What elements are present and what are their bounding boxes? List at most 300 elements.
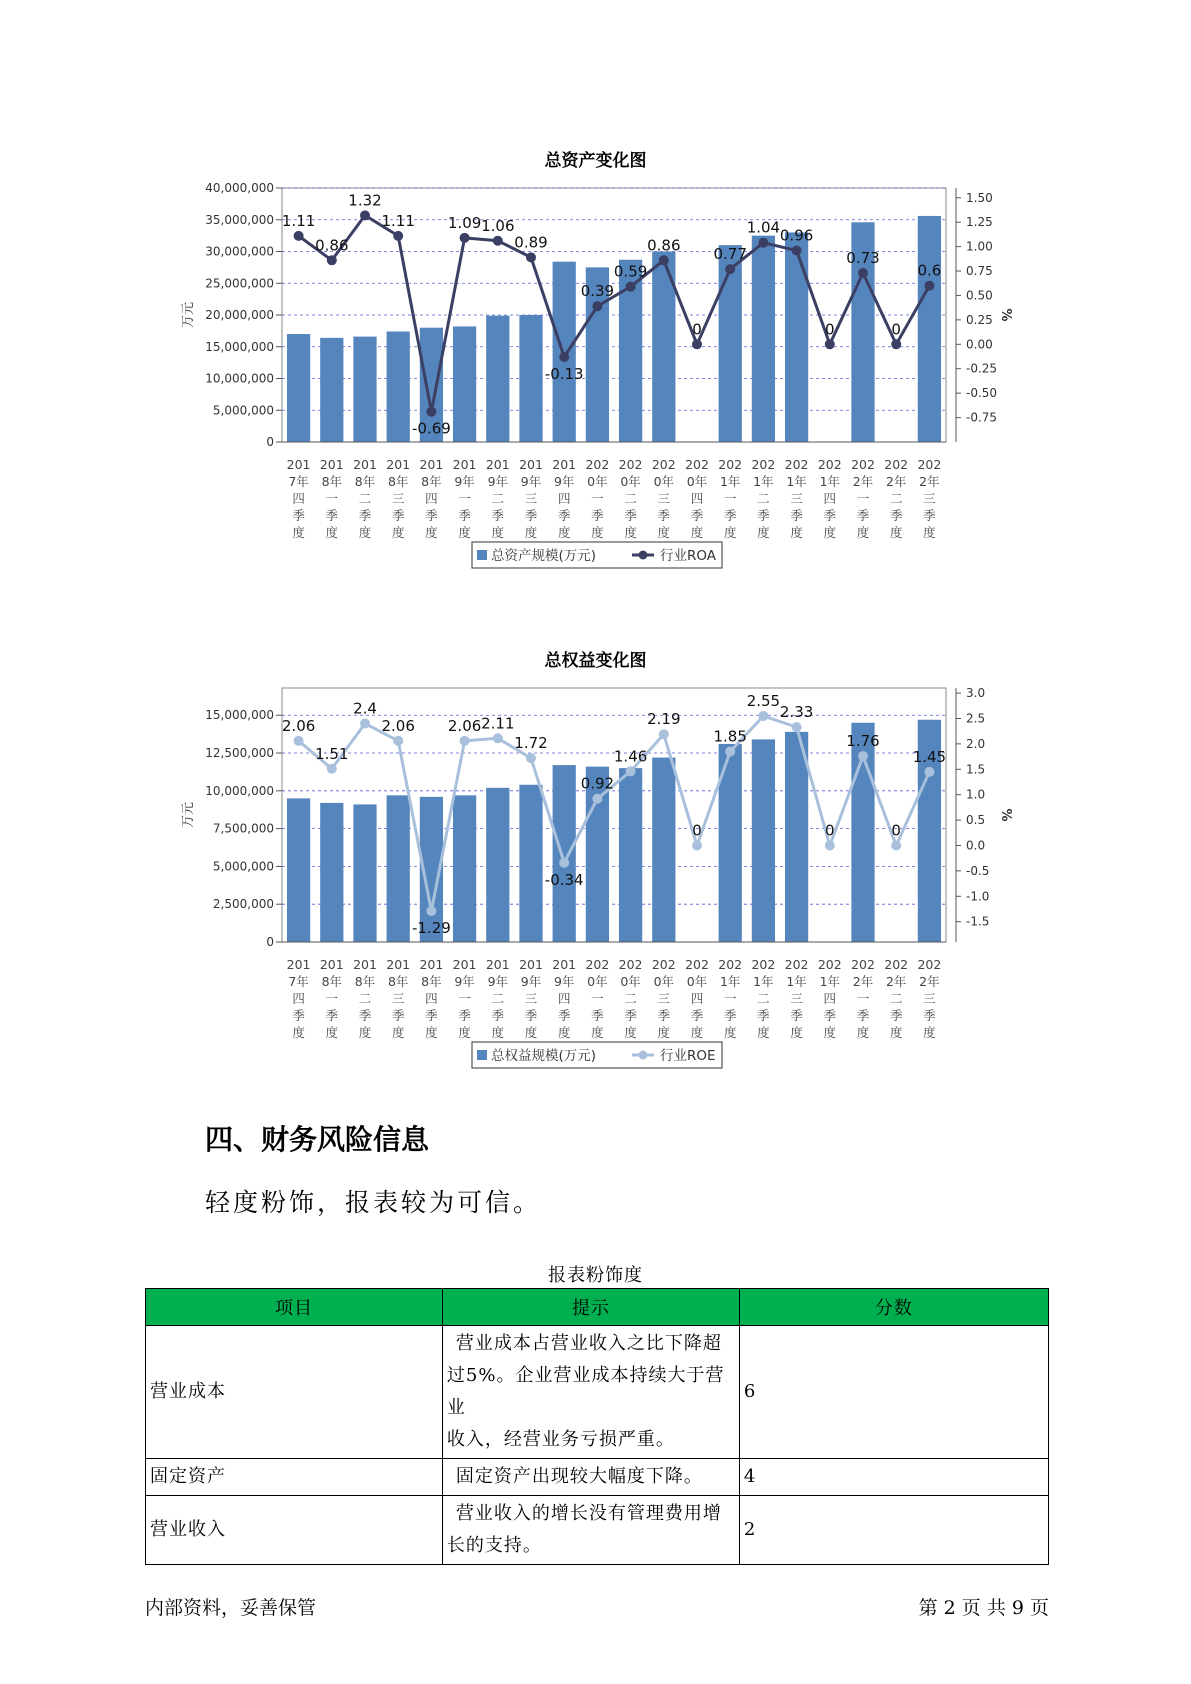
x-tick-label: 一 [723,991,737,1006]
data-label: 1.51 [315,744,349,763]
footer-left: 内部资料，妥善保管 [145,1597,317,1619]
x-tick-label: 1年 [819,974,841,989]
table-cell-item: 营业成本 [146,1326,443,1459]
table-cell-score: 2 [739,1496,1048,1565]
x-tick-label: 202 [618,957,643,972]
data-label: 0 [825,821,835,840]
x-tick-label: 四 [557,491,571,506]
line-point [725,747,735,757]
x-tick-label: 季 [757,1008,770,1023]
data-label: 0 [825,320,835,339]
table-header-hint: 提示 [442,1289,739,1326]
x-tick-label: 0年 [653,974,675,989]
data-label: 0.77 [713,245,747,264]
line-point [592,301,602,311]
bar [752,739,775,942]
x-tick-label: 度 [889,1025,903,1040]
y-tick-label: 20,000,000 [205,308,274,322]
x-tick-label: 201 [286,457,311,472]
bar [353,337,376,442]
x-tick-label: 度 [624,1025,637,1040]
x-tick-label: 201 [519,457,543,472]
x-tick-label: 四 [823,491,837,506]
x-tick-label: 202 [618,457,643,472]
x-tick-label: 201 [552,957,577,972]
table-cell-hint [442,1459,739,1496]
table-cell-score: 4 [739,1459,1048,1496]
data-label: -0.34 [544,870,584,889]
table-cell-hint [442,1326,739,1459]
y2-tick-label: -0.25 [966,361,998,376]
x-tick-label: 202 [917,457,942,472]
y2-tick-label: 1.25 [966,215,993,230]
x-tick-label: 二 [491,991,505,1006]
x-tick-label: 季 [591,1008,604,1023]
data-label: 1.72 [514,734,548,753]
x-tick-label: 202 [784,957,809,972]
x-tick-label: 季 [624,1008,637,1023]
bar [785,232,808,442]
x-tick-label: 1年 [719,974,741,989]
x-tick-label: 四 [425,991,438,1006]
bar [553,262,576,442]
y-tick-label: 35,000,000 [205,212,274,227]
y-tick-label: 12,500,000 [205,746,274,761]
bar [287,334,310,442]
bar [453,326,476,442]
y2-tick-label: 3.0 [966,686,986,701]
line-point [891,339,901,349]
x-tick-label: 度 [690,525,704,540]
line-point [294,736,304,746]
x-tick-label: 1年 [819,474,841,489]
x-tick-label: 度 [325,525,339,540]
x-tick-label: 季 [391,508,405,523]
y-tick-label: 5,000,000 [212,859,274,874]
x-tick-label: 三 [524,491,538,506]
x-tick-label: 0年 [686,974,708,989]
y2-tick-label: 0.00 [966,337,993,352]
data-label: 1.04 [746,218,781,237]
footer-right: 第 2 页 共 9 页 [918,1597,1049,1619]
line-point [924,767,934,777]
x-tick-label: 202 [817,457,842,472]
data-label: 0.92 [580,774,615,793]
x-tick-label: 8年 [321,974,343,989]
bar [553,765,576,942]
x-tick-label: 季 [425,1008,438,1023]
x-tick-label: 度 [491,525,505,540]
table-header-row [146,1289,1049,1326]
data-label: 1.11 [281,211,316,230]
x-tick-label: 季 [657,508,671,523]
bar [486,788,509,942]
x-tick-label: 202 [651,457,676,472]
x-tick-label: 季 [657,1008,671,1023]
table-cell-item: 固定资产 [146,1459,443,1496]
x-tick-label: 0年 [587,974,608,989]
x-tick-label: 202 [751,957,776,972]
x-tick-label: 度 [923,1025,936,1040]
x-tick-label: 度 [292,525,305,540]
x-tick-label: 8年 [387,474,409,489]
bar [387,795,410,942]
data-label: 0.86 [647,236,681,255]
bar [287,798,310,942]
bar [486,316,509,442]
x-tick-label: 季 [923,1008,936,1023]
data-label: -1.29 [411,919,451,938]
line-point [460,736,470,746]
x-tick-label: 8年 [354,974,376,989]
x-tick-label: 202 [817,957,842,972]
x-tick-label: 季 [524,508,538,523]
x-tick-label: 9年 [487,974,509,989]
y2-tick-label: -1.0 [966,889,990,904]
y2-tick-label: 2.0 [966,736,986,751]
line-point [891,840,901,850]
legend-line-label: 行业ROE [660,1048,716,1064]
x-tick-label: 度 [856,525,870,540]
x-tick-label: 季 [856,508,870,523]
x-tick-label: 季 [524,1008,538,1023]
table-row [146,1459,1049,1496]
x-tick-label: 一 [856,991,870,1006]
x-tick-label: 四 [292,991,305,1006]
x-tick-label: 0年 [620,474,641,489]
x-tick-label: 1年 [786,474,807,489]
x-tick-label: 201 [485,457,510,472]
x-tick-label: 季 [458,508,471,523]
x-tick-label: 季 [358,1008,372,1023]
x-tick-label: 8年 [421,974,442,989]
y-tick-label: 2,500,000 [212,897,274,912]
data-label: 2.06 [447,716,482,735]
x-tick-label: 一 [458,991,471,1006]
data-label: 0.6 [917,261,942,280]
hint-line: 过5%。企业营业成本持续大于营业 [446,1365,725,1418]
line-point [327,255,337,265]
x-tick-label: 季 [391,1008,405,1023]
data-label: 2.55 [746,691,781,710]
x-tick-label: 9年 [454,474,475,489]
y2-tick-label: -0.75 [966,410,998,425]
data-label: 1.06 [481,216,515,235]
section-text: 轻度粉饰，报表较为可信。 [205,1188,542,1217]
line-point [659,255,669,265]
line-point [393,736,403,746]
data-label: 2.06 [381,716,415,735]
x-tick-label: 度 [391,525,405,540]
line-point [559,352,569,362]
x-tick-label: 201 [286,957,311,972]
line-point [758,711,768,721]
data-label: 0.59 [613,262,648,281]
x-tick-label: 8年 [321,474,343,489]
hint-line: 长的支持。 [446,1535,542,1556]
line-point [626,282,636,292]
y2-tick-label: -1.5 [966,914,990,929]
table-cell-item: 营业收入 [146,1496,443,1565]
x-tick-label: 度 [358,1025,372,1040]
data-label: 2.11 [481,714,515,733]
x-tick-label: 度 [458,525,471,540]
legend-line-marker [639,1051,648,1060]
x-tick-label: 季 [292,508,305,523]
x-tick-label: 2年 [919,474,940,489]
x-tick-label: 2年 [852,474,874,489]
x-tick-label: 度 [690,1025,704,1040]
x-tick-label: 201 [419,957,444,972]
y-tick-label: 0 [266,935,274,949]
x-tick-label: 度 [856,1025,870,1040]
y2-tick-label: 0.25 [966,312,993,327]
x-tick-label: 季 [591,508,604,523]
x-tick-label: 202 [718,457,743,472]
x-tick-label: 1年 [786,974,807,989]
x-tick-label: 季 [491,508,505,523]
x-tick-label: 度 [292,1025,305,1040]
x-tick-label: 202 [884,957,909,972]
chart1-title: 总资产变化图 [544,151,647,171]
legend-line-marker [639,551,648,560]
x-tick-label: 202 [685,957,709,972]
x-tick-label: 季 [757,508,770,523]
x-tick-label: 三 [657,991,671,1006]
x-tick-label: 度 [823,525,837,540]
x-tick-label: 度 [591,1025,604,1040]
x-tick-label: 度 [591,525,604,540]
line-point [792,722,802,732]
data-label: 0 [692,821,702,840]
line-point [360,719,370,729]
x-tick-label: 度 [757,525,770,540]
table-caption: 报表粉饰度 [548,1265,643,1286]
x-tick-label: 四 [292,491,305,506]
x-tick-label: 度 [790,525,803,540]
x-tick-label: 季 [723,508,737,523]
x-tick-label: 8年 [387,974,409,989]
x-tick-label: 四 [425,491,438,506]
y-tick-label: 40,000,000 [205,181,274,195]
line-point [626,766,636,776]
x-tick-label: 2年 [919,974,940,989]
bar [387,332,410,442]
x-tick-label: 季 [790,1008,803,1023]
x-tick-label: 一 [723,491,737,506]
x-tick-label: 9年 [553,974,575,989]
line-point [825,840,835,850]
data-label: 1.32 [348,191,382,210]
line-point [393,231,403,241]
y-tick-label: 10,000,000 [205,371,274,386]
x-tick-label: 季 [624,508,637,523]
x-tick-label: 度 [524,525,538,540]
x-tick-label: 季 [889,1008,903,1023]
y2-tick-label: -0.50 [966,386,998,401]
x-tick-label: 三 [391,991,405,1006]
x-tick-label: 度 [425,525,438,540]
y-tick-label: 5,000,000 [212,403,274,418]
y-tick-label: 15,000,000 [205,708,274,723]
data-label: 1.09 [447,213,482,232]
x-tick-label: 9年 [553,474,575,489]
x-tick-label: 度 [358,525,372,540]
x-tick-label: 度 [325,1025,339,1040]
x-tick-label: 201 [519,957,543,972]
y-tick-label: 30,000,000 [205,244,274,259]
line-point [294,231,304,241]
y2-axis-title: % [998,808,1013,822]
x-tick-label: 二 [624,491,637,506]
x-tick-label: 二 [757,991,770,1006]
y2-tick-label: 1.5 [966,762,986,777]
hint-line: 营业收入的增长没有管理费用增 [455,1503,722,1524]
bar [785,732,808,942]
x-tick-label: 202 [685,457,709,472]
x-tick-label: 度 [823,1025,837,1040]
x-tick-label: 8年 [354,474,376,489]
bar [719,245,742,442]
x-tick-label: 202 [718,957,743,972]
bar [453,795,476,942]
x-tick-label: 度 [657,1025,671,1040]
y2-tick-label: 0.75 [966,264,993,279]
data-label: 0 [692,320,702,339]
x-tick-label: 季 [458,1008,471,1023]
x-tick-label: 度 [557,525,571,540]
x-tick-label: 一 [591,991,604,1006]
y-axis-title: 万元 [181,801,196,829]
x-tick-label: 7年 [288,474,309,489]
x-tick-label: 7年 [288,974,309,989]
x-tick-label: 202 [585,957,610,972]
bar [652,758,675,942]
x-tick-label: 季 [823,1008,837,1023]
line-point [460,233,470,243]
hint-line: 营业成本占营业收入之比下降超 [455,1333,722,1354]
x-tick-label: 0年 [620,974,641,989]
x-tick-label: 1年 [753,474,774,489]
x-tick-label: 度 [723,1025,737,1040]
x-tick-label: 二 [358,491,372,506]
x-tick-label: 1年 [719,474,741,489]
x-tick-label: 季 [723,1008,737,1023]
x-tick-label: 201 [353,957,377,972]
data-label: 1.85 [713,727,747,746]
x-tick-label: 201 [386,957,411,972]
x-tick-label: 季 [425,508,438,523]
line-point [592,794,602,804]
y-tick-label: 10,000,000 [205,783,274,798]
x-tick-label: 度 [657,525,671,540]
bar [519,785,542,942]
data-label: 0.73 [846,248,880,267]
line-point [493,733,503,743]
x-tick-label: 201 [485,957,510,972]
data-label: 0.39 [580,282,615,301]
line-point [725,264,735,274]
bar [918,216,941,442]
line-point [692,339,702,349]
line-point [426,906,436,916]
x-tick-label: 季 [690,1008,704,1023]
x-tick-label: 一 [325,491,339,506]
y-axis-title: 万元 [181,301,196,329]
x-tick-label: 季 [923,508,936,523]
data-label: 0 [891,320,901,339]
legend-bar-swatch [477,1050,487,1060]
x-tick-label: 四 [690,991,704,1006]
x-tick-label: 9年 [487,474,509,489]
data-label: 1.45 [912,747,947,766]
x-tick-label: 0年 [587,474,608,489]
bar [320,338,343,442]
x-tick-label: 202 [851,457,875,472]
x-tick-label: 度 [491,1025,505,1040]
x-tick-label: 9年 [454,974,475,989]
data-label: 1.76 [846,732,880,751]
x-tick-label: 四 [690,491,704,506]
data-label: 2.4 [353,699,377,718]
legend-bar-label: 总资产规模(万元) [491,548,597,564]
x-tick-label: 202 [585,457,610,472]
x-tick-label: 1年 [753,974,774,989]
x-tick-label: 季 [557,1008,571,1023]
x-tick-label: 三 [790,991,803,1006]
line-point [526,252,536,262]
data-label: 1.11 [381,211,415,230]
x-tick-label: 9年 [520,474,542,489]
table-cell-score: 6 [739,1326,1048,1459]
risk-table [145,1288,1049,1565]
data-label: 0.89 [514,233,548,252]
data-label: 2.06 [281,716,316,735]
x-tick-label: 度 [425,1025,438,1040]
x-tick-label: 季 [292,1008,305,1023]
x-tick-label: 202 [651,957,676,972]
x-tick-label: 度 [723,525,737,540]
x-tick-label: 四 [557,991,571,1006]
y-tick-label: 25,000,000 [205,276,274,291]
x-tick-label: 度 [458,1025,471,1040]
y2-tick-label: 1.0 [966,787,986,802]
x-tick-label: 度 [757,1025,770,1040]
line-point [692,840,702,850]
chart1-svg [0,170,1191,590]
chart2-title: 总权益变化图 [544,651,647,671]
y2-tick-label: 2.5 [966,711,986,726]
x-tick-label: 季 [856,1008,870,1023]
table-header-score: 分数 [739,1289,1048,1326]
line-point [924,281,934,291]
x-tick-label: 201 [353,457,377,472]
data-label: 1.46 [613,747,648,766]
legend-bar-label: 总权益规模(万元) [491,1048,597,1064]
x-tick-label: 季 [823,508,837,523]
x-tick-label: 二 [624,991,637,1006]
hint-line: 收入，经营业务亏损严重。 [446,1429,675,1450]
x-tick-label: 202 [851,957,875,972]
x-tick-label: 度 [524,1025,538,1040]
bar [752,236,775,442]
x-tick-label: 202 [884,457,909,472]
y2-axis-title: % [998,308,1013,322]
x-tick-label: 一 [458,491,471,506]
x-tick-label: 202 [784,457,809,472]
y2-tick-label: 1.50 [966,190,993,205]
data-label: 2.19 [647,710,681,729]
